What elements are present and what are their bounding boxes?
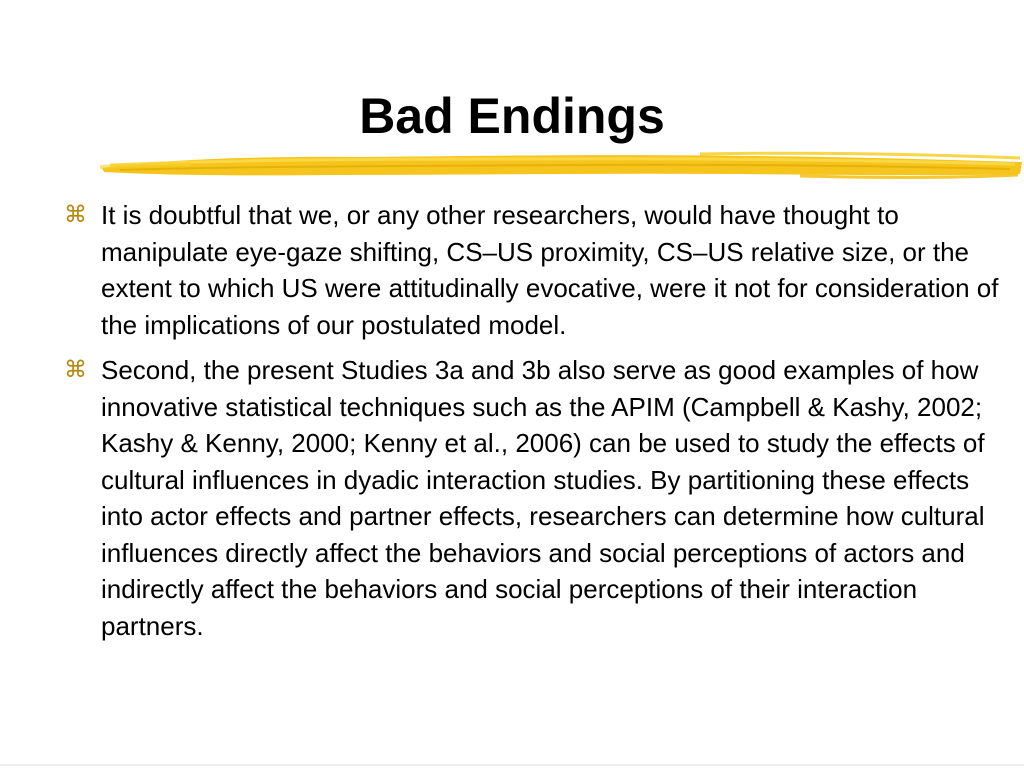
bottom-divider — [0, 764, 1024, 766]
command-key-icon: ⌘ — [64, 202, 87, 228]
command-key-icon: ⌘ — [64, 357, 87, 383]
bullet-text: Second, the present Studies 3a and 3b also serve as good examples of how innovative statistical techniques such as the APIM (Campbell & Kashy, 2002; Kashy & Kenny, 2000; Kenny et al., 2006) can be used to study the effects of cultural influences in dyadic interaction studies. By partitioning these effects into actor effects and partner effects, researchers can determine how cultural influences directly affect the behaviors and social perceptions of actors and indirectly affect the behaviors and social perceptions of their interaction partners. — [101, 355, 985, 641]
slide-title: Bad Endings — [359, 88, 665, 144]
bullet-item — [60, 197, 1015, 343]
bullet-item — [60, 352, 1015, 644]
bullet-text: It is doubtful that we, or any other researchers, would have thought to manipulate eye-gaze shifting, CS–US proximity, CS–US relative size, or the extent to which US were attitudinally evocative, were it not for consideration of the implications of our postulated model. — [101, 200, 999, 340]
title-underline-brushstroke — [100, 148, 1024, 188]
bullet-list — [60, 197, 1015, 653]
